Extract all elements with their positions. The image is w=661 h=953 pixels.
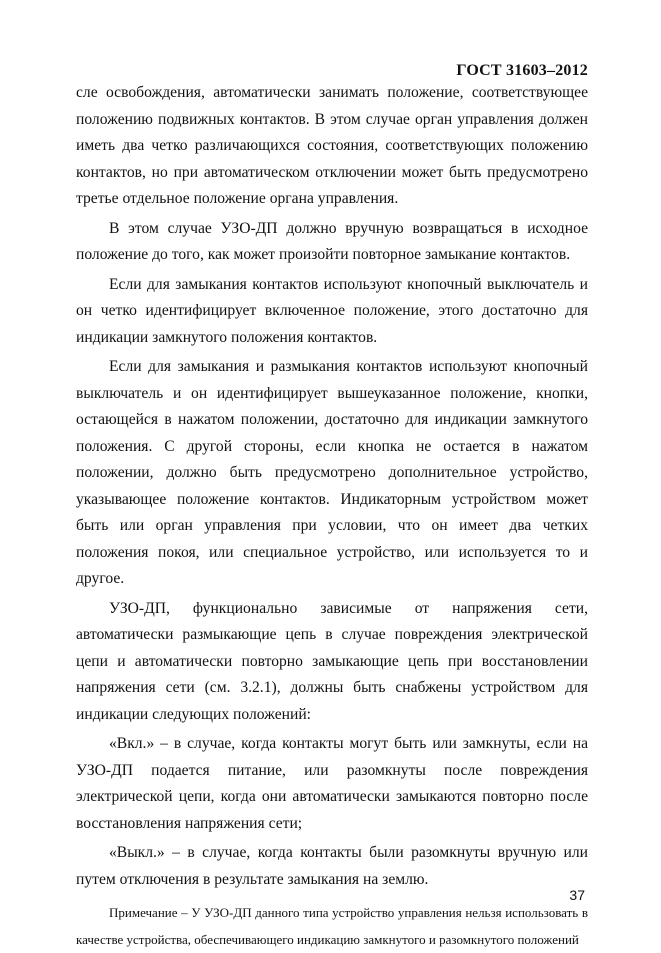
paragraph-push-button-closing: Если для замыкания контактов используют кнопочный выключатель и он четко идентифицирует включенное положение, этого достаточно для индикации замкнутого положения контактов. bbox=[76, 275, 588, 346]
page-number: 37 bbox=[569, 887, 585, 903]
paragraph-on-position: «Вкл.» – в случае, когда контакты могут быть или замкнуты, если на УЗО-ДП подается питание, или разомкнуты после повреждения электрической цепи, когда они автоматически замыкаются повторно после восстановления напряжения сети; bbox=[76, 735, 588, 832]
paragraph-manual-return: В этом случае УЗО-ДП должно вручную возвращаться в исходное положение до того, как может произойти повторное замыкание контактов. bbox=[76, 219, 588, 263]
note-text: Примечание – У УЗО-ДП данного типа устройство управления нельзя использовать в качестве устройства, обеспечивающего индикацию замкнутого и разомкнутого положений bbox=[76, 905, 588, 947]
document-standard-header: ГОСТ 31603–2012 bbox=[456, 62, 588, 79]
paragraph-voltage-dependent: УЗО-ДП, функционально зависимые от напряжения сети, автоматически размыкающие цепь в случае повреждения электрической цепи и автоматически повторно замыкающие цепь при восстановлении напряжения сети (см. 3.2.1), должны быть снабжены устройством для индикации следующих положений: bbox=[76, 599, 588, 723]
paragraph-continuation: сле освобождения, автоматически занимать положение, соответствующее положению подвижных контактов. В этом случае орган управления должен иметь два четко различающихся состояния, соответствующих положению контактов, но при автоматическом отключении может быть предусмотрено третье отдельное положение органа управления. bbox=[76, 84, 588, 207]
paragraph-off-position: «Выкл.» – в случае, когда контакты были разомкнуты вручную или путем отключения в результате замыкания на землю. bbox=[76, 844, 588, 888]
document-body bbox=[76, 80, 588, 953]
paragraph-push-button-opening-closing: Если для замыкания и размыкания контактов используют кнопочный выключатель и он идентифицирует вышеуказанное положение, кнопки, остающейся в нажатом положении, достаточно для индикации замкнутого положения. С другой стороны, если кнопка не остается в нажатом положении, должно быть предусмотрено дополнительное устройство, указывающее положение контактов. Индикаторным устройством может быть или орган управления при условии, что он имеет два четких положения покоя, или специальное устройство, или используется то и другое. bbox=[76, 358, 588, 587]
